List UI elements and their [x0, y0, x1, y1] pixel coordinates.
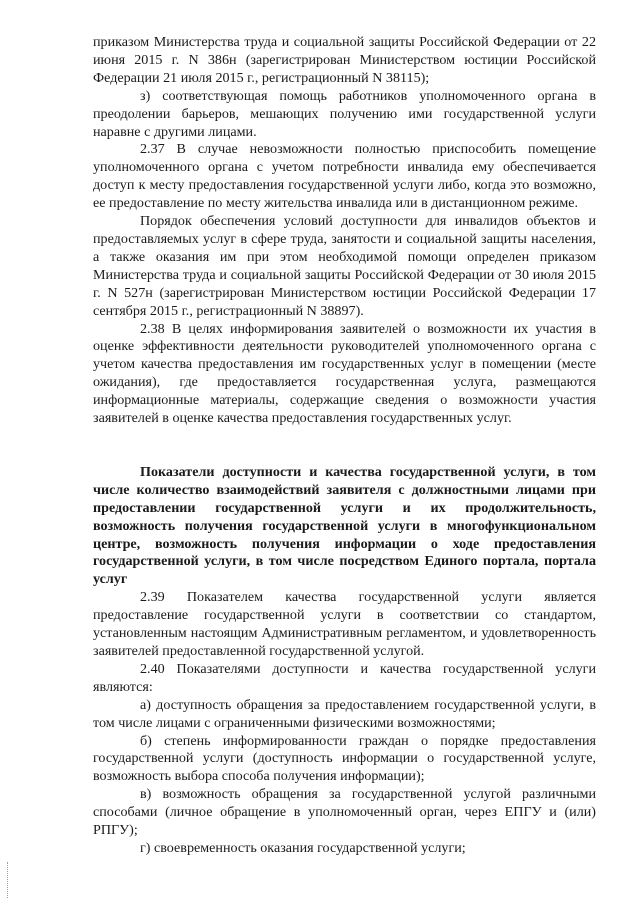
- paragraph-2-39: 2.39 Показателем качества государственной услуги является предоставление государственной услуги в соответствии со стандартом, установленным настоящим Административным регламентом, и удовлетворенность заявителей предоставленной государственной услугой.: [93, 589, 596, 659]
- paragraph-2-38: 2.38 В целях информирования заявителей о возможности их участия в оценке эффективности деятельности руководителей уполномоченного органа с учетом качества предоставления им государственных услуг в помещении (месте ожидания), где предоставляется государственная услуга, размещаются информационные материалы, содержащие сведения о возможности участия заявителей в оценке качества предоставления государственных услуг.: [93, 320, 596, 427]
- paragraph-item-g: г) своевременность оказания государственной услуги;: [140, 839, 466, 856]
- paragraph-2-37: 2.37 В случае невозможности полностью приспособить помещение уполномоченного органа с учетом потребности инвалида ему обеспечивается доступ к месту предоставления государственной услуги либо, когда это возможно, ее предоставление по месту жительства инвалида или в дистанционном режиме.: [93, 141, 596, 212]
- section-heading: Показатели доступности и качества государственной услуги, в том числе количество взаимодействий заявителя с должностными лицами при предоставлении государственной услуги и их продолжительность, возможность получения государственной услуги в многофункциональном центре, возможность получения информации о ходе предоставления государственной услуги, в том числе посредством Единого портала, портала услуг: [93, 463, 596, 588]
- paragraph-order-386n: приказом Министерства труда и социальной защиты Российской Федерации от 22 июня 2015 г. N 386н (зарегистрирован Министерством юстиции Российской Федерации 21 июля 2015 г., регистрационный N 38115);: [93, 34, 596, 86]
- paragraph-item-a: а) доступность обращения за предоставлением государственной услуги, в том числе лицами с ограниченными физическими возможностями;: [93, 696, 596, 731]
- scan-artifact: [7, 862, 10, 898]
- paragraph-accessibility-order: Порядок обеспечения условий доступности для инвалидов объектов и предоставляемых услуг в сфере труда, занятости и социальной защиты населения, а также оказания им при этом необходимой помощи определен приказом Министерства труда и социальной защиты Российской Федерации от 30 июля 2015 г. N 527н (зарегистрирован Министерством юстиции Российской Федерации 17 сентября 2015 г., регистрационный N 38897).: [93, 213, 596, 319]
- section-gap: [93, 428, 596, 446]
- section-gap: [93, 446, 596, 464]
- paragraph-item-z: з) соответствующая помощь работников уполномоченного органа в преодолении барьеров, мешающих получению ими государственной услуги наравне с другими лицами.: [93, 87, 596, 140]
- document-page: [93, 34, 596, 858]
- paragraph-2-40: 2.40 Показателями доступности и качества государственной услуги являются:: [93, 660, 596, 695]
- paragraph-item-v: в) возможность обращения за государственной услугой различными способами (личное обращение в уполномоченный орган, через ЕПГУ и (или) РПГУ);: [93, 786, 596, 839]
- paragraph-item-b: б) степень информированности граждан о порядке предоставления государственной услуги (доступность информации о государственной услуге, возможность выбора способа получения информации);: [93, 732, 596, 785]
